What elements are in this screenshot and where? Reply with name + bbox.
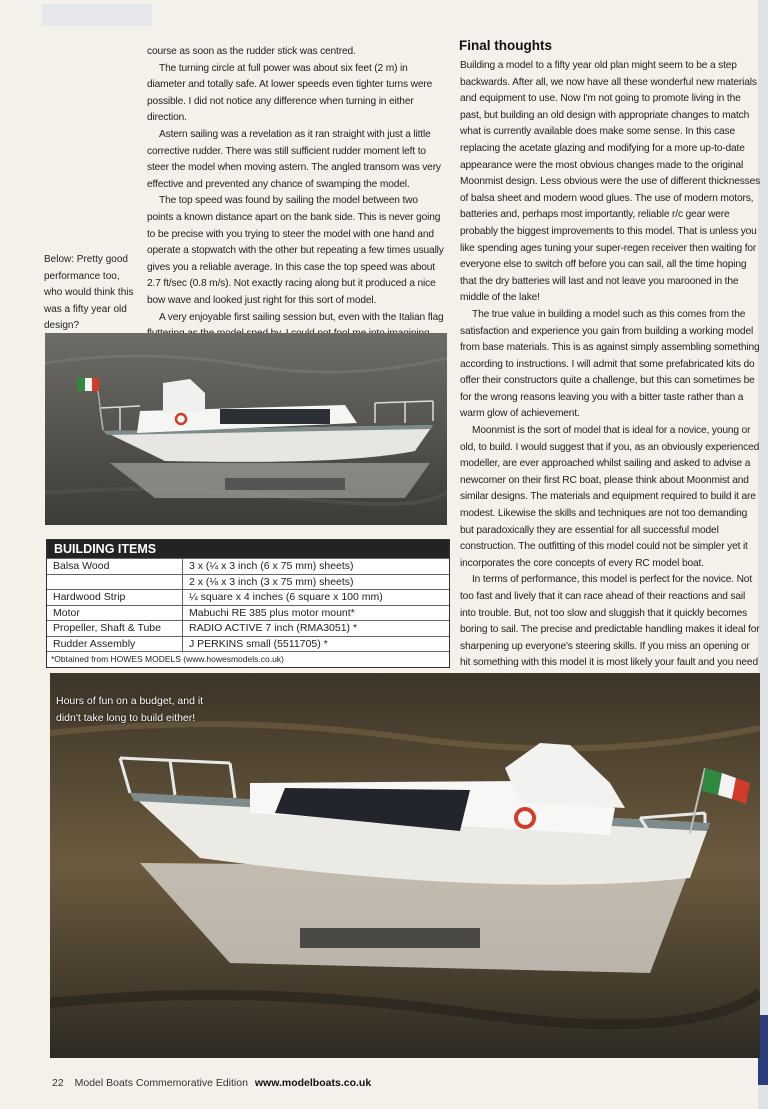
paragraph: Astern sailing was a revelation as it ran straight with just a little corrective rudder. There was still sufficient rudder moment left to steer the model when moving astern. The angled transom was very effective and prevented any chance of swamping the model. [147, 128, 441, 190]
building-items-table [46, 539, 450, 668]
photo-caption-small: Below: Pretty good performance too, who would think this was a fifty year old design? [44, 254, 134, 332]
paragraph: The turning circle at full power was about six feet (2 m) in diameter and totally safe. At lower speeds even tighter turns were possible. I did not notice any difference when turning in either direction. [147, 62, 433, 124]
table-row [47, 558, 449, 574]
header-tab [42, 4, 152, 26]
paragraph: Moonmist is the sort of model that is ideal for a novice, young or old, to build. I would suggest that if you, as an obviously experienced modeller, are ever approached whilst sailing and asked to advise a newcomer on their first RC boat, please think about Moonmist and similar designs. The materials and equipment required to build it are modest. Likewise the skills and techniques are not too demanding but paradoxically they are essential for all successful model construction. The outfitting of this model could not be simpler yet it incorporates the core concepts of every RC model boat. [460, 425, 760, 569]
publication-name: Model Boats Commemorative Edition [74, 1077, 248, 1089]
item-spec: 3 x (¼ x 3 inch (6 x 75 mm) sheets) [189, 560, 354, 572]
item-spec: ¼ square x 4 inches (6 square x 100 mm) [189, 591, 383, 603]
item-name: Balsa Wood [47, 559, 183, 574]
item-name: Hardwood Strip [47, 590, 183, 605]
photo-caption-large: Hours of fun on a budget, and it didn't take long to build either! [56, 695, 204, 724]
table-row [47, 589, 449, 605]
table-row [47, 620, 449, 636]
page-number: 22 [52, 1077, 64, 1089]
paragraph: The true value in building a model such as this comes from the satisfaction and experience you gain from building a working model from base materials. This is as against simply assembling something according to instructions. I will admit that some prefabricated kits do offer their constructors quite a challenge, but this can sometimes be for the wrong reasons leaving you with a bitter taste rather than a warm glow of achievement. [460, 308, 760, 420]
item-spec: Mabuchi RE 385 plus motor mount* [189, 606, 355, 619]
paragraph: Building a model to a fifty year old plan might seem to be a step backwards. After all, we now have all these wonderful new materials and equipment to use. Now I'm not going to promote living in the past, but building an old design with appropriate changes to match what is currently available does make some sense. In this case replacing the acetate glazing and modifying for a more up-to-date appearance were the most obvious changes made to the original Moonmist design. Less obvious were the use of different thicknesses of balsa sheet and modern wood glues. The use of modern motors, batteries and, perhaps most importantly, reliable r/c gear were probably the biggest improvements to this model. That is unless you like spending ages tuning your super-regen receiver then waiting for everyone else to switch off before you can sail, all the time hoping that the dry batteries will last and not leave you marooned in the middle of the lake! [460, 60, 761, 304]
paragraph: In terms of performance, this model is perfect for the novice. Not too fast and lively that it can race ahead of their reactions and sail into trouble. But, not too slow and sluggish that it quickly becomes boring to sail. The precise and predictable handling makes it ideal for sharpening up everyone's steering skills. If you miss an opening or hit something with this model it is most likely your fault and you need [460, 574, 760, 669]
boat-photo-small [45, 333, 447, 525]
item-spec: 2 x (⅛ x 3 inch (3 x 75 mm) sheets) [189, 575, 354, 588]
boat-photo-large [50, 673, 760, 1058]
item-name: Propeller, Shaft & Tube [47, 621, 183, 636]
article-column-middle [147, 44, 445, 376]
item-name: Rudder Assembly [47, 637, 183, 652]
section-title: Final thoughts [459, 38, 552, 53]
table-title: BUILDING ITEMS [47, 540, 449, 558]
table-note: *Obtained from HOWES MODELS (www.howesmodels.co.uk) [47, 651, 449, 667]
article-column-right [460, 58, 762, 738]
paragraph: A very enjoyable first sailing session but, even with the Italian flag [159, 311, 444, 323]
table-row [47, 605, 449, 621]
page-footer [52, 1077, 371, 1089]
paragraph: The top speed was found by sailing the model between two points a known distance apart on the bank side. This is never going to be precise with you trying to steer the model with one hand and operate a stopwatch with the other but repeating a few times usually gives you a reliable average. In this case the top speed was about 2.7 ft/sec (0.8 m/s). Not exactly racing along but it produced a nice bow wave and looked just right for this sort of model. [147, 195, 444, 306]
item-name: Motor [47, 606, 183, 621]
table-row [47, 636, 449, 652]
paragraph: course as soon as the rudder stick was centred. [147, 46, 356, 57]
item-spec: RADIO ACTIVE 7 inch (RMA3051) * [189, 622, 358, 634]
website-link[interactable]: www.modelboats.co.uk [254, 1077, 372, 1089]
item-spec: J PERKINS small (5511705) * [189, 637, 328, 650]
item-name [47, 575, 183, 590]
table-row [47, 574, 449, 590]
